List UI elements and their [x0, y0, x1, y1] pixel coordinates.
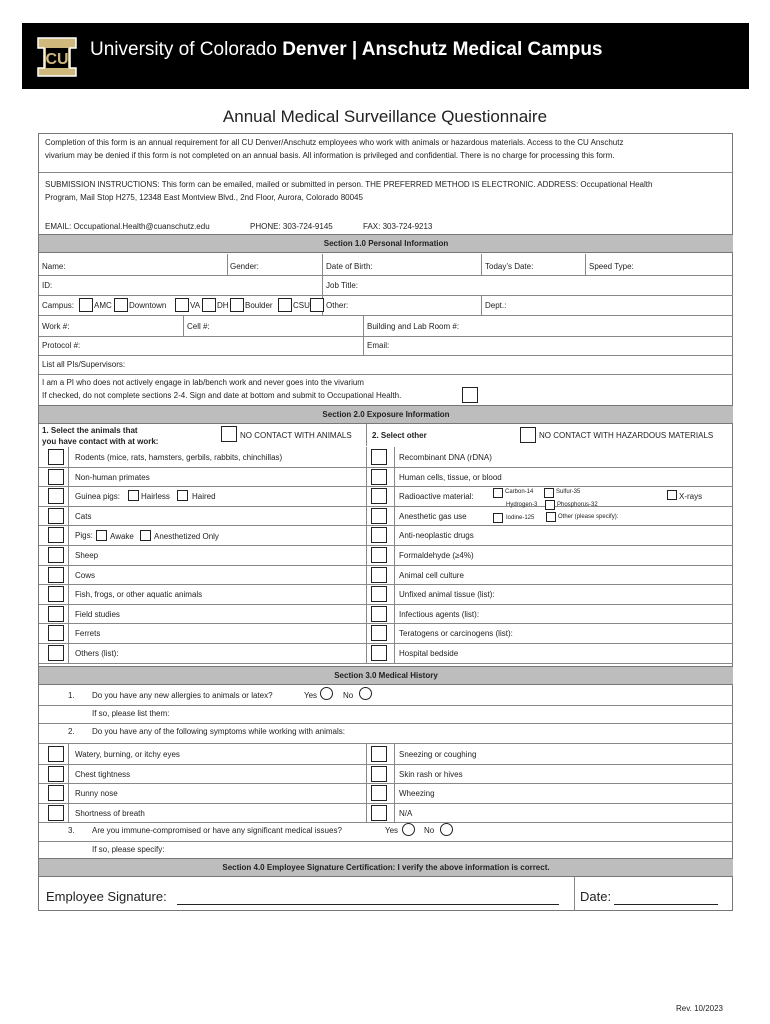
exposure-left-checkbox[interactable] [48, 586, 64, 602]
name-label: Name: [42, 262, 66, 271]
submission-line-2: Program, Mail Stop H275, 12348 East Montview Blvd., 2nd Floor, Aurora, Colorado 80045 [45, 193, 363, 202]
hydrogen-3-checkbox[interactable] [545, 500, 555, 510]
exposure-right-label: Human cells, tissue, or blood [399, 472, 502, 482]
carbon-14-checkbox[interactable] [493, 488, 503, 498]
email-label: Email: [367, 341, 390, 350]
guinea-pig-hairless-checkbox[interactable] [128, 490, 139, 501]
symptom-left-checkbox[interactable] [48, 746, 64, 762]
employee-signature-label: Employee Signature: [46, 889, 167, 904]
animals-heading-2: you have contact with at work: [42, 437, 159, 446]
q2-text: Do you have any of the following symptoms while working with animals: [92, 727, 346, 736]
section-4-header: Section 4.0 Employee Signature Certification: I verify the above information is correct. [39, 858, 733, 877]
exposure-left-checkbox[interactable] [48, 449, 64, 465]
exposure-right-checkbox[interactable] [371, 547, 387, 563]
exposure-right-label: Animal cell culture [399, 570, 464, 580]
svg-text:CU: CU [45, 51, 69, 68]
section-1-header: Section 1.0 Personal Information [39, 234, 733, 253]
q1-yes-radio[interactable] [320, 687, 333, 700]
form-title: Annual Medical Surveillance Questionnaire [222, 107, 548, 126]
pi-supervisors-label: List all PIs/Supervisors: [42, 360, 126, 369]
cu-logo [32, 34, 82, 82]
exposure-right-label: Anti-neoplastic drugs [399, 531, 474, 541]
symptom-right-label: Wheezing [399, 789, 435, 798]
work-phone-label: Work #: [42, 322, 70, 331]
q3-text: Are you immune-compromised or have any significant medical issues? [92, 826, 342, 835]
exposure-right-label: Hospital bedside [399, 649, 459, 658]
symptom-right-label: Sneezing or coughing [399, 750, 477, 759]
exposure-left-label: Non-human primates [75, 472, 150, 482]
symptom-left-label: Chest tightness [75, 769, 131, 779]
exposure-right-checkbox[interactable] [371, 449, 387, 465]
exposure-right-checkbox[interactable] [371, 527, 387, 543]
q3-followup: If so, please specify: [92, 845, 165, 854]
campus-boulder-checkbox[interactable] [230, 298, 244, 312]
pi-statement-2: If checked, do not complete sections 2-4. Sign and date at bottom and submit to Occupational Health. [42, 391, 402, 400]
exposure-left-checkbox[interactable] [48, 645, 64, 661]
exposure-left-checkbox[interactable] [48, 527, 64, 543]
symptom-left-checkbox[interactable] [48, 805, 64, 821]
exposure-left-checkbox[interactable] [48, 625, 64, 641]
campus-amc-checkbox[interactable] [79, 298, 93, 312]
exposure-right-label: Unfixed animal tissue (list): [399, 590, 495, 600]
symptom-left-label: Runny nose [75, 789, 118, 798]
campus-dh-checkbox[interactable] [202, 298, 216, 312]
campus-boulder-label: Boulder [245, 301, 273, 310]
exposure-left-label: Field studies [75, 609, 120, 619]
q3-no-radio[interactable] [440, 823, 453, 836]
date-field[interactable] [614, 904, 718, 905]
exposure-right-label: Anesthetic gas use [399, 511, 467, 521]
symptom-right-checkbox[interactable] [371, 785, 387, 801]
pigs-awake-checkbox[interactable] [96, 530, 107, 541]
symptom-left-checkbox[interactable] [48, 785, 64, 801]
exposure-left-checkbox[interactable] [48, 606, 64, 622]
no-contact-hazardous-label: NO CONTACT WITH HAZARDOUS MATERIALS [539, 431, 714, 440]
iodine-125-checkbox[interactable] [493, 513, 503, 523]
exposure-right-checkbox[interactable] [371, 625, 387, 641]
exposure-left-label: Others (list): [75, 649, 119, 658]
campus-va-label: VA [190, 301, 201, 310]
symptom-right-label: N/A [399, 808, 413, 818]
exposure-right-checkbox[interactable] [371, 645, 387, 661]
exposure-right-checkbox[interactable] [371, 469, 387, 485]
section-2-header: Section 2.0 Exposure Information [39, 405, 733, 424]
exposure-right-checkbox[interactable] [371, 586, 387, 602]
iodine-125-label: Iodine-125 [506, 515, 535, 521]
exposure-left-checkbox[interactable] [48, 508, 64, 524]
symptom-right-checkbox[interactable] [371, 766, 387, 782]
q3-yes-radio[interactable] [402, 823, 415, 836]
revision-footer: Rev. 10/2023 [676, 1004, 723, 1013]
exposure-right-label: Radioactive material: [399, 492, 474, 502]
q2-number: 2. [68, 727, 75, 736]
campus-amc-label: AMC [94, 301, 112, 310]
campus-other-label: Other: [326, 301, 349, 310]
q1-text: Do you have any new allergies to animals or latex? [92, 691, 273, 700]
job-title-label: Job Title: [326, 281, 359, 290]
sulfur-35-checkbox[interactable] [544, 488, 554, 498]
q3-no-label: No [424, 826, 435, 835]
exposure-right-checkbox[interactable] [371, 606, 387, 622]
exposure-right-label: Recombinant DNA (rDNA) [399, 453, 492, 462]
date-label: Date: [580, 889, 612, 904]
q1-yes-label: Yes [304, 691, 318, 700]
symptom-right-label: Skin rash or hives [399, 769, 463, 779]
guinea-pig-hairless-label: Hairless [141, 492, 170, 501]
exposure-right-label: Teratogens or carcinogens (list): [399, 629, 513, 639]
intro-line-1: Completion of this form is an annual requirement for all CU Denver/Anschutz employees who work with animals or hazardous materials. Access to the CU Anschutz [45, 138, 624, 147]
cell-phone-label: Cell #: [187, 322, 210, 331]
contact-phone: PHONE: 303-724-9145 [250, 222, 333, 231]
x-rays-checkbox[interactable] [667, 490, 677, 500]
exposure-left-label: Cows [75, 570, 96, 580]
exposure-right-checkbox[interactable] [371, 567, 387, 583]
campus-csu-label: CSU [293, 301, 310, 310]
dept-label: Dept.: [485, 301, 507, 310]
other-isotope-label: Other (please specify): [558, 514, 619, 520]
today-date-label: Today’s Date: [485, 262, 534, 271]
exposure-right-label: Infectious agents (list): [399, 609, 480, 619]
submission-line-1: SUBMISSION INSTRUCTIONS: This form can be emailed, mailed or submitted in person. THE PREFERRED METHOD IS ELECTRONIC. ADDRESS: Occupational Health [45, 180, 653, 189]
exposure-left-checkbox[interactable] [48, 488, 64, 504]
exposure-left-checkbox[interactable] [48, 469, 64, 485]
q1-number: 1. [68, 691, 75, 700]
employee-signature-field[interactable] [177, 904, 559, 905]
no-contact-animals-label: NO CONTACT WITH ANIMALS [240, 431, 352, 440]
pigs-anesthetized-label: Anesthetized Only [154, 532, 219, 541]
gender-label: Gender: [230, 262, 259, 271]
phosphorus-32-label: Phosphorus-32 [557, 502, 598, 508]
exposure-left-label: Ferrets [75, 629, 101, 639]
carbon-14-label: Carbon-14 [505, 489, 534, 495]
exposure-left-label: Rodents (mice, rats, hamsters, gerbils, rabbits, chinchillas) [75, 453, 283, 462]
university-name: University of Colorado Denver | Anschutz Medical Campus [90, 39, 603, 60]
guinea-pig-haired-label: Haired [192, 492, 216, 501]
other-isotope-checkbox[interactable] [546, 512, 556, 522]
no-contact-hazardous-checkbox[interactable] [520, 427, 536, 443]
section-3-header: Section 3.0 Medical History [39, 666, 733, 685]
campus-dh-label: DH [217, 301, 229, 310]
pi-no-lab-checkbox[interactable] [462, 387, 478, 403]
exposure-left-label: Guinea pigs: [75, 492, 120, 502]
exposure-left-label: Pigs: [75, 531, 93, 541]
q3-yes-label: Yes [385, 826, 399, 835]
pi-statement-1: I am a PI who does not actively engage in lab/bench work and never goes into the vivarium [42, 378, 364, 387]
exposure-left-checkbox[interactable] [48, 567, 64, 583]
pigs-anesthetized-checkbox[interactable] [140, 530, 151, 541]
campus-va-checkbox[interactable] [175, 298, 189, 312]
animals-heading-1: 1. Select the animals that [42, 426, 138, 435]
symptom-right-checkbox[interactable] [371, 805, 387, 821]
intro-line-2: vivarium may be denied if this form is not completed on an annual basis. All information is privileged and confidential. There is no charge for processing this form. [45, 151, 615, 160]
symptom-left-label: Shortness of breath [75, 808, 145, 818]
symptom-right-checkbox[interactable] [371, 746, 387, 762]
exposure-left-label: Sheep [75, 551, 99, 560]
campus-downtown-label: Downtown [129, 301, 167, 310]
dob-label: Date of Birth: [326, 262, 373, 271]
guinea-pig-haired-checkbox[interactable] [177, 490, 188, 501]
exposure-left-label: Fish, frogs, or other aquatic animals [75, 590, 203, 600]
q1-no-label: No [343, 691, 354, 700]
contact-email: EMAIL: Occupational.Health@cuanschutz.edu [45, 222, 210, 231]
exposure-right-checkbox[interactable] [371, 488, 387, 504]
speed-type-label: Speed Type: [589, 262, 634, 271]
campus-other-checkbox[interactable] [310, 298, 324, 312]
exposure-left-label: Cats [75, 511, 92, 521]
q1-followup: If so, please list them: [92, 709, 170, 718]
symptom-left-label: Watery, burning, or itchy eyes [75, 750, 180, 759]
x-rays-label: X-rays [679, 492, 703, 501]
no-contact-animals-checkbox[interactable] [221, 426, 237, 442]
exposure-right-label: Formaldehyde (≥4%) [399, 551, 474, 560]
q1-no-radio[interactable] [359, 687, 372, 700]
hydrogen-3-label: Hydrogen-3 [506, 502, 538, 508]
sulfur-35-label: Sulfur-35 [556, 489, 581, 495]
contact-fax: FAX: 303-724-9213 [363, 222, 433, 231]
exposure-left-checkbox[interactable] [48, 547, 64, 563]
pigs-awake-label: Awake [110, 532, 134, 541]
protocol-label: Protocol #: [42, 341, 81, 350]
other-heading: 2. Select other [372, 431, 427, 440]
campus-label: Campus: [42, 301, 75, 310]
campus-csu-checkbox[interactable] [278, 298, 292, 312]
exposure-right-checkbox[interactable] [371, 508, 387, 524]
q3-number: 3. [68, 826, 75, 835]
building-room-label: Building and Lab Room #: [367, 322, 460, 331]
id-label: ID: [42, 281, 53, 290]
symptom-left-checkbox[interactable] [48, 766, 64, 782]
campus-downtown-checkbox[interactable] [114, 298, 128, 312]
